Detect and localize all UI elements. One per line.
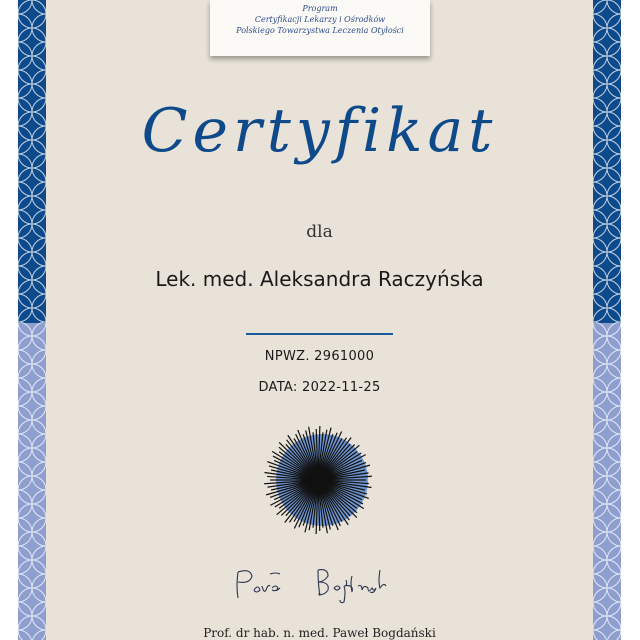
program-line: Polskiego Towarzystwa Leczenia Otyłości — [236, 26, 404, 35]
issue-date: DATA: 2022-11-25 — [258, 380, 381, 395]
npwz-number: NPWZ. 2961000 — [264, 349, 375, 364]
signature-image — [230, 560, 410, 610]
recipient-name: Lek. med. Aleksandra Raczyńska — [155, 267, 484, 291]
right-decorative-border — [593, 0, 621, 640]
signer-name: Prof. dr hab. n. med. Paweł Bogdański — [203, 626, 436, 640]
for-label: dla — [306, 222, 333, 242]
certificate-title: Certyfikat — [141, 96, 498, 166]
left-decorative-border — [18, 0, 46, 640]
starburst-seal-icon — [262, 424, 374, 536]
program-line: Certyfikacji Lekarzy i Ośrodków — [254, 15, 386, 24]
divider — [246, 333, 393, 335]
program-header-card — [210, 0, 430, 56]
program-line: Program — [302, 4, 338, 13]
